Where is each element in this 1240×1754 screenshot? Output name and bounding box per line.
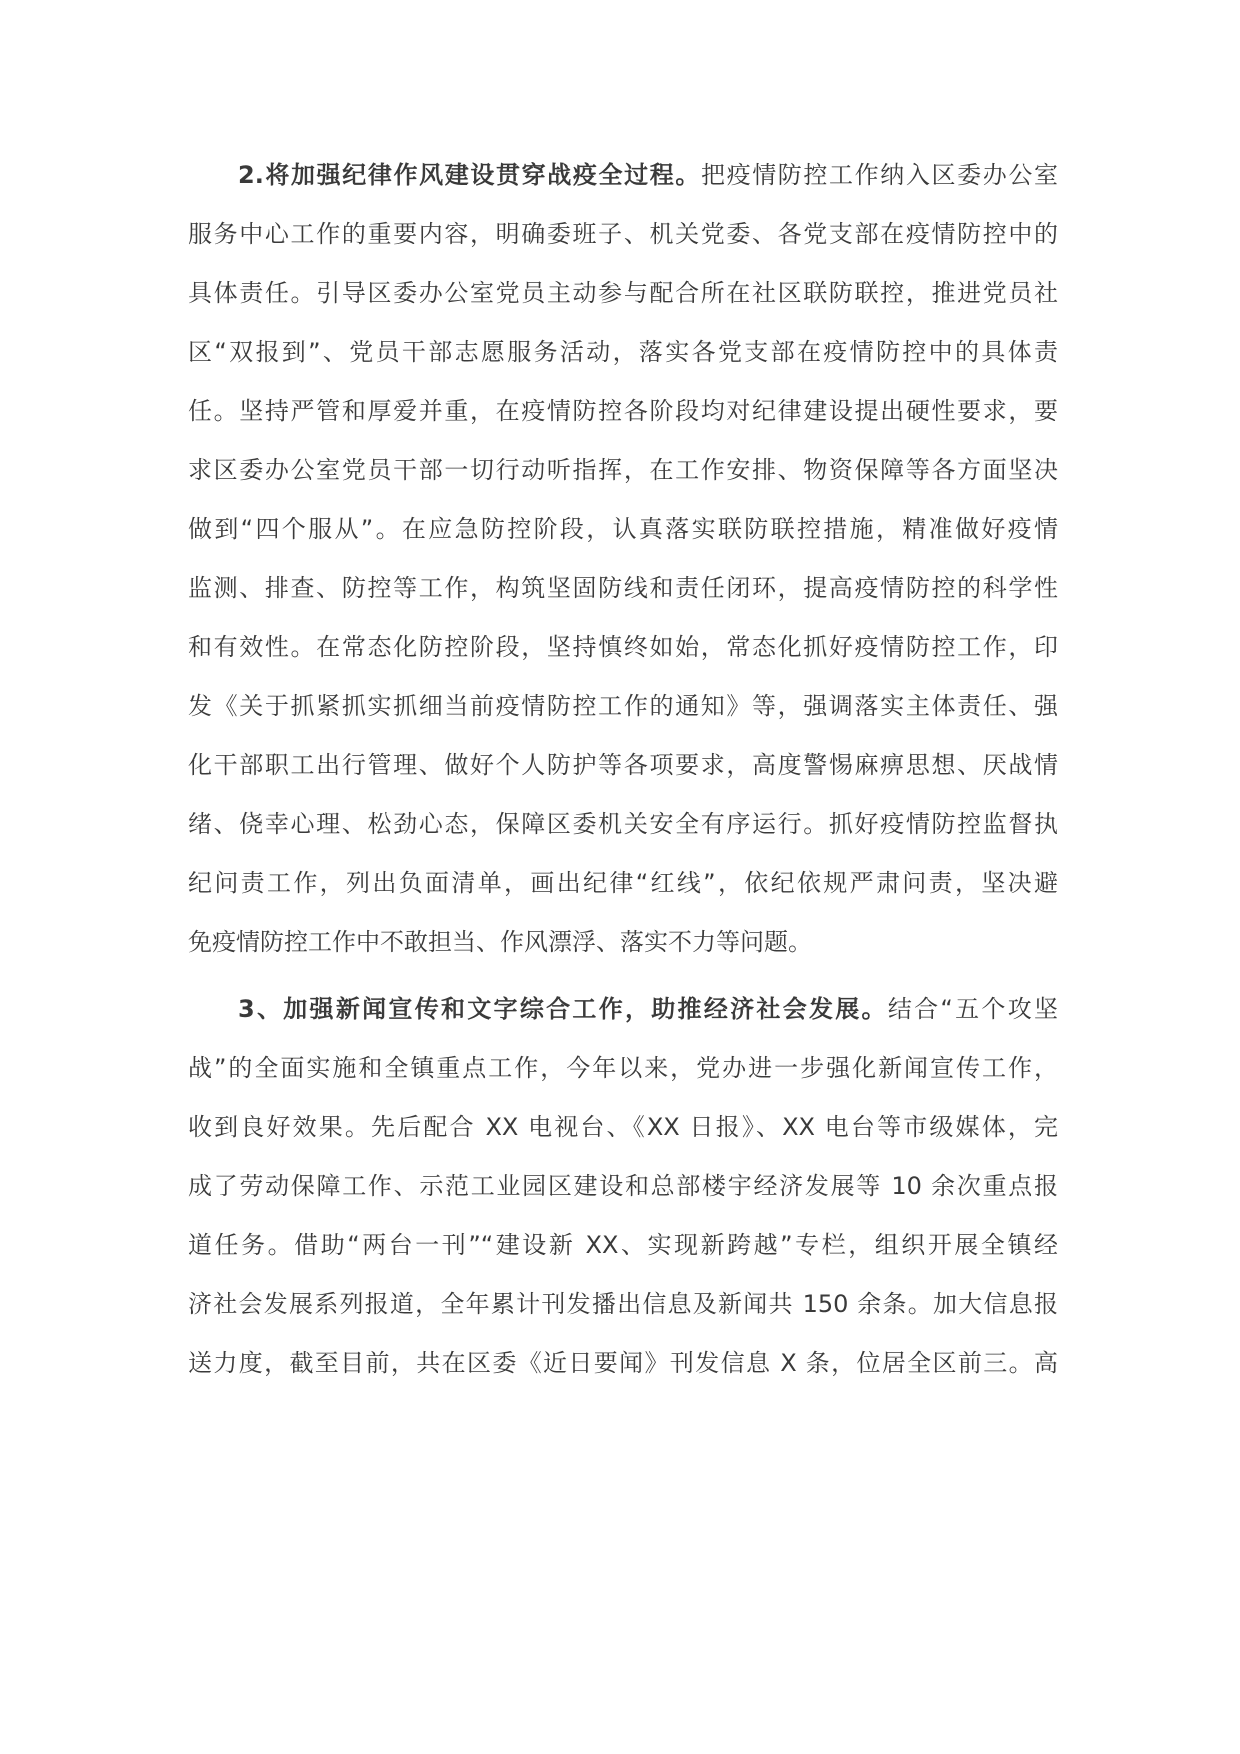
section2-line-4: 区“双报到”、党员干部志愿服务活动，落实各党支部在疫情防控中的具体责: [188, 338, 1058, 366]
section2-text: 把疫情防控工作纳入区委办公室: [700, 161, 1058, 189]
section3-line-7: 送力度，截至目前，共在区委《近日要闻》刊发信息 X 条，位居全区前三。高: [188, 1349, 1058, 1377]
section2-line-9: 和有效性。在常态化防控阶段，坚持慎终如始，常态化抓好疫情防控工作，印: [188, 633, 1058, 661]
section2-line-12: 绪、侥幸心理、松劲心态，保障区委机关安全有序运行。抓好疫情防控监督执: [188, 810, 1058, 838]
section2-line-14: 免疫情防控工作中不敢担当、作风漂浮、落实不力等问题。: [188, 928, 812, 956]
section3-text: 结合“五个攻坚: [887, 995, 1058, 1023]
section2-line-3: 具体责任。引导区委办公室党员主动参与配合所在社区联防联控，推进党员社: [188, 279, 1058, 307]
section3-line-2: 战”的全面实施和全镇重点工作，今年以来，党办进一步强化新闻宣传工作，: [188, 1054, 1058, 1082]
section2-heading: 2.将加强纪律作风建设贯穿战疫全过程。: [238, 161, 701, 189]
section2-line-1: [238, 155, 1058, 195]
section3-heading: 3、加强新闻宣传和文字综合工作，助推经济社会发展。: [238, 995, 888, 1023]
section2-line-7: 做到“四个服从”。在应急防控阶段，认真落实联防联控措施，精准做好疫情: [188, 515, 1058, 543]
section3-line-5: 道任务。借助“两台一刊”“建设新 XX、实现新跨越”专栏，组织开展全镇经: [188, 1231, 1058, 1259]
section2-line-11: 化干部职工出行管理、做好个人防护等各项要求，高度警惕麻痹思想、厌战情: [188, 751, 1058, 779]
section2-line-5: 任。坚持严管和厚爱并重，在疫情防控各阶段均对纪律建设提出硬性要求，要: [188, 397, 1058, 425]
section2-line-6: 求区委办公室党员干部一切行动听指挥，在工作安排、物资保障等各方面坚决: [188, 456, 1058, 484]
section3-line-6: 济社会发展系列报道，全年累计刊发播出信息及新闻共 150 余条。加大信息报: [188, 1290, 1058, 1318]
section2-line-13: 纪问责工作，列出负面清单，画出纪律“红线”，依纪依规严肃问责，坚决避: [188, 869, 1058, 897]
section3-line-3: 收到良好效果。先后配合 XX 电视台、《XX 日报》、XX 电台等市级媒体，完: [188, 1113, 1058, 1141]
section3-line-1: [238, 989, 1058, 1029]
section3-line-4: 成了劳动保障工作、示范工业园区建设和总部楼宇经济发展等 10 余次重点报: [188, 1172, 1058, 1200]
section2-line-10: 发《关于抓紧抓实抓细当前疫情防控工作的通知》等，强调落实主体责任、强: [188, 692, 1058, 720]
section2-line-2: 服务中心工作的重要内容，明确委班子、机关党委、各党支部在疫情防控中的: [188, 220, 1058, 248]
section2-line-8: 监测、排查、防控等工作，构筑坚固防线和责任闭环，提高疫情防控的科学性: [188, 574, 1058, 602]
